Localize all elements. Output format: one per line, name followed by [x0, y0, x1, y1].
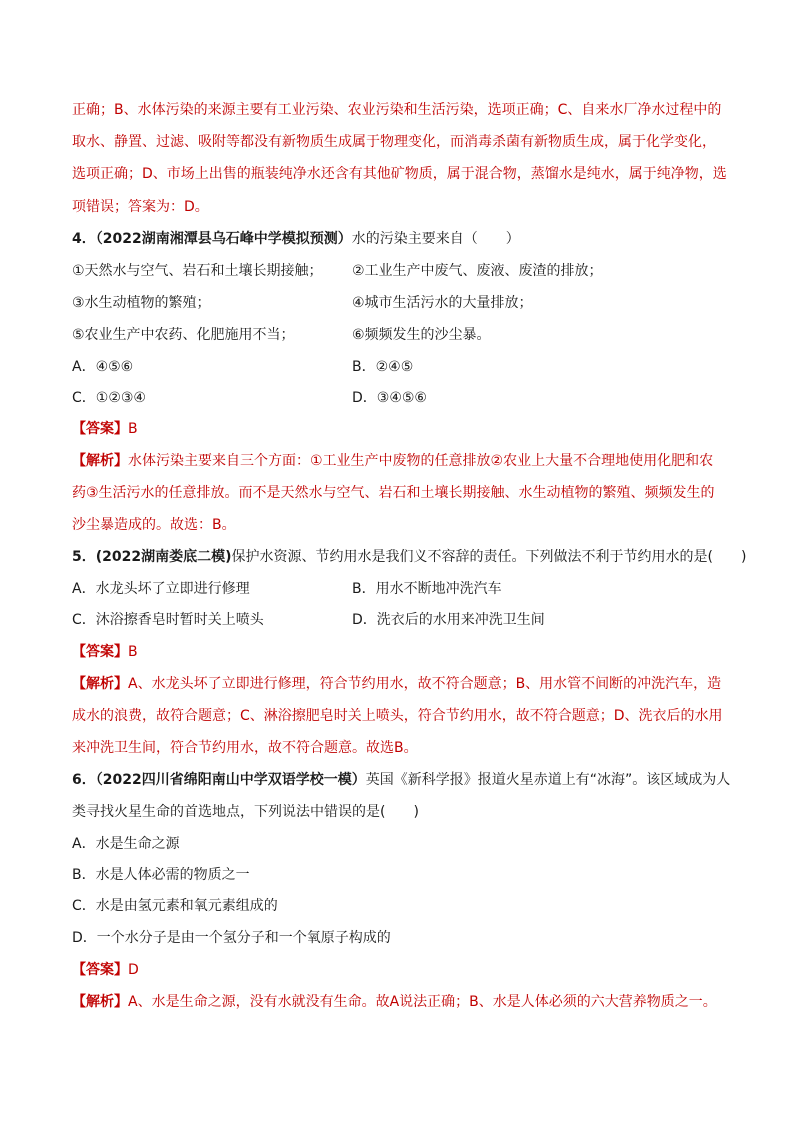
q5-option-c: C．沐浴擦香皂时暂时关上喷头 [72, 612, 264, 628]
q5-option-a: A．水龙头坏了立即进行修理 [72, 581, 250, 597]
q6-option-d: D．一个水分子是由一个氢分子和一个氧原子构成的 [72, 930, 391, 946]
analysis-label: 【解析】 [72, 453, 128, 469]
q5-analysis-line [72, 675, 721, 693]
prev-analysis-line: 取水、静置、过滤、吸附等都没有新物质生成属于物理变化，而消毒杀菌有新物质生成，属于化学变化， [72, 134, 716, 150]
analysis-text: A、水是生命之源，没有水就没有生命。故A说法正确；B、水是人体必须的六大营养物质之一。 [128, 994, 717, 1010]
q4-option-d: D．③④⑤⑥ [352, 390, 427, 406]
question-source: （2022四川省绵阳南山中学双语学校一模） [95, 772, 366, 788]
q6-option-b: B．水是人体必需的物质之一 [72, 867, 250, 883]
answer-value: B [128, 644, 138, 660]
q6-answer [72, 961, 139, 979]
q5-answer [72, 643, 138, 661]
question-source: （2022湖南湘潭县乌石峰中学模拟预测） [95, 231, 352, 247]
q6-option-a: A．水是生命之源 [72, 836, 180, 852]
answer-label: 【答案】 [72, 644, 128, 660]
answer-value: D [128, 962, 139, 978]
prev-analysis-line: 正确；B、水体污染的来源主要有工业污染、农业污染和生活污染，选项正确；C、自来水厂净水过程中的 [72, 102, 722, 118]
q5-option-b: B．用水不断地冲洗汽车 [352, 581, 502, 597]
q4-item: ③水生动植物的繁殖； [72, 295, 211, 311]
q4-item: ①天然水与空气、岩石和土壤长期接触； [72, 263, 323, 279]
question-6-stem-cont: 类寻找火星生命的首选地点，下列说法中错误的是( ) [72, 804, 419, 820]
q5-analysis-line: 成水的浪费，故符合题意；C、淋浴擦肥皂时关上喷头，符合节约用水，故不符合题意；D、洗衣后的水用 [72, 708, 723, 724]
question-number: 5． [72, 549, 96, 565]
analysis-text: 水体污染主要来自三个方面：①工业生产中废物的任意排放②农业上大量不合理地使用化肥和农 [128, 453, 714, 469]
question-number: 6． [72, 772, 96, 788]
answer-value: B [128, 421, 138, 437]
q4-answer [72, 420, 138, 438]
q4-analysis-line: 沙尘暴造成的。故选：B。 [72, 517, 236, 533]
question-text: 英国《新科学报》报道火星赤道上有“冰海”。该区域成为人 [365, 772, 731, 788]
question-5-stem [72, 548, 746, 566]
analysis-label: 【解析】 [72, 676, 128, 692]
q5-analysis-line: 来冲洗卫生间，符合节约用水，故不符合题意。故选B。 [72, 740, 418, 756]
q4-option-c: C．①②③④ [72, 390, 146, 406]
answer-label: 【答案】 [72, 421, 128, 437]
q4-analysis-line [72, 452, 713, 470]
q6-option-c: C．水是由氢元素和氧元素组成的 [72, 898, 278, 914]
question-text: 保护水资源、节约用水是我们义不容辞的责任。下列做法不利于节约用水的是( ) [231, 549, 747, 565]
q4-item: ⑥频频发生的沙尘暴。 [352, 327, 491, 343]
question-source: (2022湖南娄底二模) [95, 549, 232, 565]
analysis-label: 【解析】 [72, 994, 128, 1010]
q5-option-d: D．洗衣后的水用来冲洗卫生间 [352, 612, 545, 628]
analysis-text: A、水龙头坏了立即进行修理，符合节约用水，故不符合题意；B、用水管不间断的冲洗汽车，造 [128, 676, 722, 692]
q6-analysis-line [72, 993, 717, 1011]
prev-analysis-line: 项错误；答案为：D。 [72, 199, 209, 215]
question-6-stem [72, 771, 730, 789]
q4-item: ④城市生活污水的大量排放； [352, 295, 533, 311]
answer-label: 【答案】 [72, 962, 128, 978]
q4-option-b: B．②④⑤ [352, 359, 414, 375]
q4-option-a: A．④⑤⑥ [72, 359, 134, 375]
q4-item: ⑤农业生产中农药、化肥施用不当； [72, 327, 295, 343]
prev-analysis-line: 选项正确；D、市场上出售的瓶装纯净水还含有其他矿物质，属于混合物，蒸馏水是纯水，属于纯净物，选 [72, 166, 727, 182]
q4-item: ②工业生产中废气、废液、废渣的排放； [352, 263, 603, 279]
q4-analysis-line: 药③生活污水的任意排放。而不是天然水与空气、岩石和土壤长期接触、水生动植物的繁殖、频频发生的 [72, 485, 715, 501]
question-4-stem [72, 230, 520, 248]
question-text: 水的污染主要来自（ ） [351, 231, 520, 247]
question-number: 4． [72, 231, 96, 247]
